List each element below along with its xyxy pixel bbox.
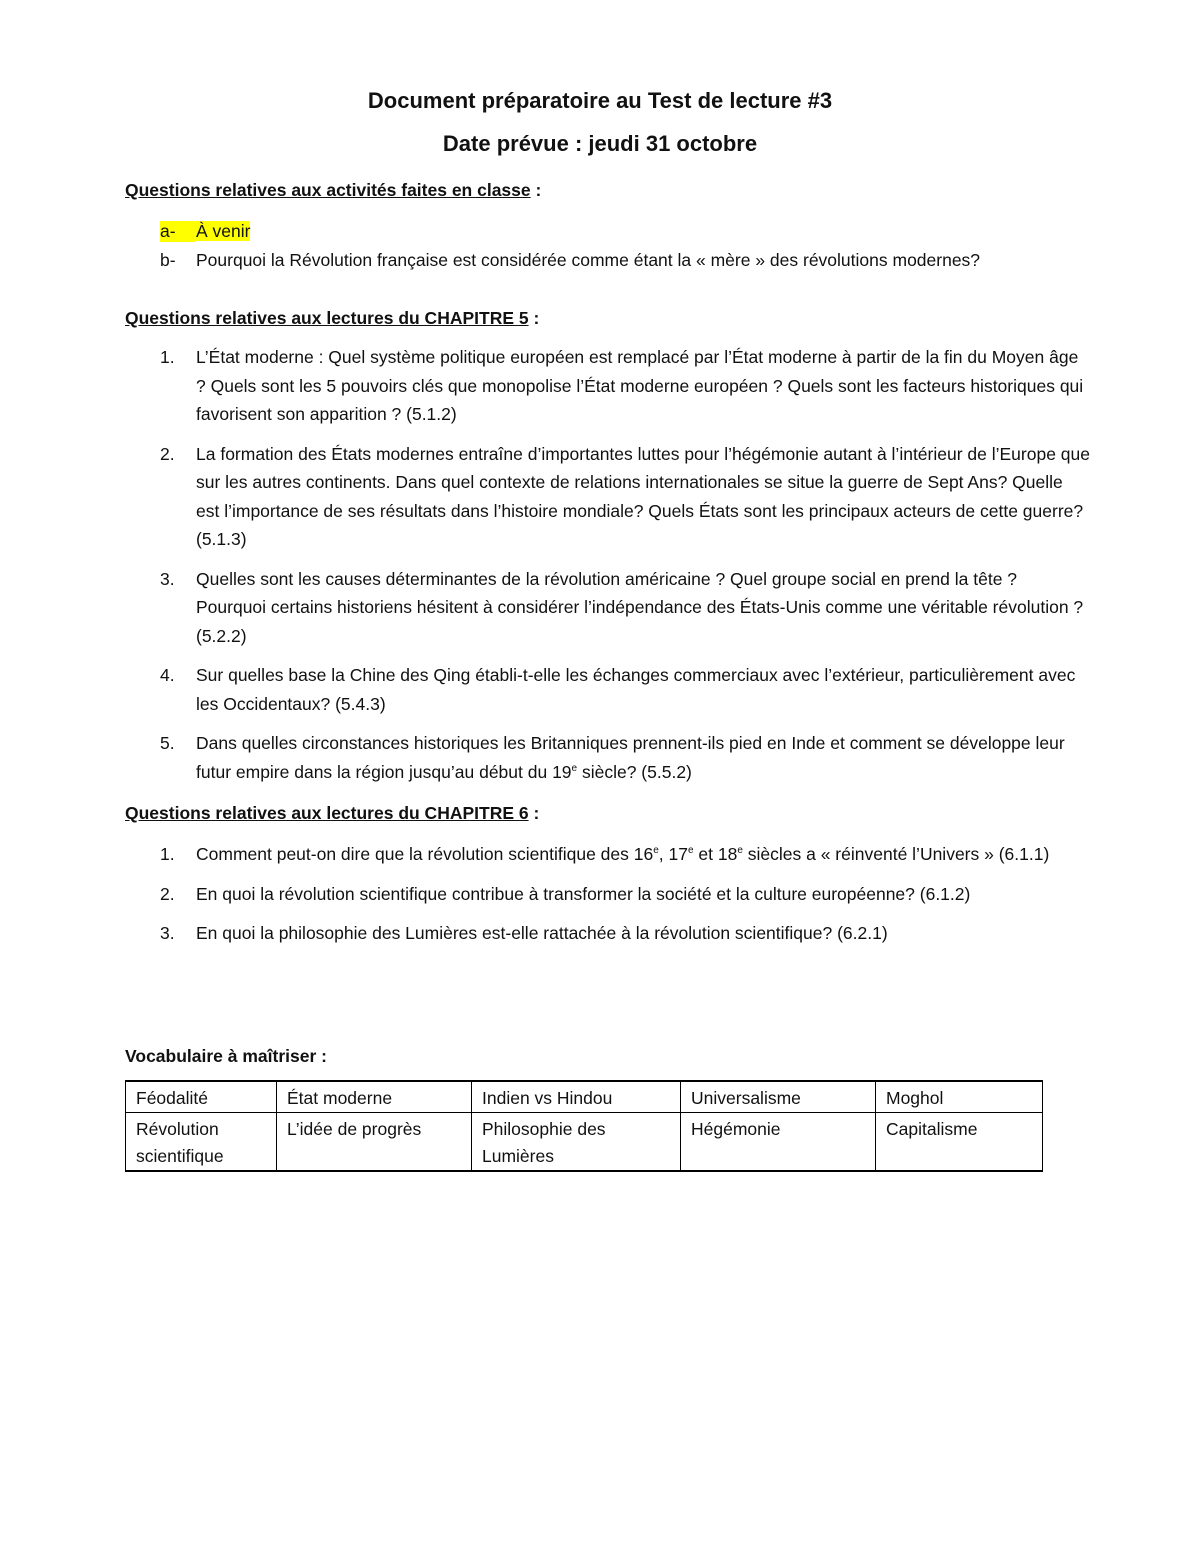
heading-suffix: : <box>530 180 542 200</box>
question-text: Sur quelles base la Chine des Qing établi-t-elle les échanges commerciaux avec l’extérieur, particulièrement avec les Occidentaux? (5.4.3) <box>196 665 1076 714</box>
question-item <box>160 661 1090 718</box>
list-item <box>160 250 980 271</box>
chapter-5-questions <box>160 343 1090 786</box>
table-cell: L’idée de progrès <box>277 1113 472 1172</box>
question-number: 3. <box>160 923 175 943</box>
question-text: Quelles sont les causes déterminantes de la révolution américaine ? Quel groupe social en prend la tête ? Pourquoi certains historiens hésitent à considérer l’indépendance des États-Unis comme une véritable révolution ? (5.2.2) <box>196 568 1084 646</box>
question-text: et 18 <box>693 844 738 864</box>
section-heading-class-activities <box>125 180 541 201</box>
heading-text: Questions relatives aux lectures du CHAPITRE 5 <box>125 308 529 328</box>
question-number: 2. <box>160 443 175 464</box>
vocabulary-heading: Vocabulaire à maîtriser : <box>125 1046 327 1066</box>
superscript: e <box>653 845 659 856</box>
superscript: e <box>687 845 694 856</box>
question-text: En quoi la philosophie des Lumières est-elle rattachée à la révolution scientifique? (6.2.1) <box>196 923 888 943</box>
table-cell: Féodalité <box>126 1081 277 1113</box>
table-cell: Hégémonie <box>681 1113 876 1172</box>
heading-text: Questions relatives aux activités faites en classe <box>125 180 531 200</box>
table-cell: Universalisme <box>681 1081 876 1113</box>
vocabulary-table <box>125 1080 1043 1172</box>
superscript: e <box>571 762 578 774</box>
question-item <box>160 565 1090 651</box>
question-text: siècle? (5.5.2) <box>577 761 692 782</box>
question-text: L’État moderne : Quel système politique européen est remplacé par l’État moderne à partir de la fin du Moyen âge ? Quels sont les 5 pouvoirs clés que monopolise l’État moderne européen ? Quels sont les facteurs historiques qui favorisent son apparition ? (5.1.2) <box>196 347 1084 424</box>
table-row <box>126 1113 1043 1172</box>
question-text: En quoi la révolution scientifique contribue à transformer la société et la culture européenne? (6.1.2) <box>196 883 971 904</box>
due-date: Date prévue : jeudi 31 octobre <box>442 131 758 156</box>
chapter-6-questions <box>160 840 1090 948</box>
item-marker: a- <box>160 221 196 242</box>
item-text: Pourquoi la Révolution française est considérée comme étant la « mère » des révolutions modernes? <box>196 250 981 270</box>
question-item <box>160 343 1090 429</box>
superscript: e <box>737 845 743 856</box>
question-number: 1. <box>160 347 175 367</box>
question-text: siècles a « réinventé l’Univers » (6.1.1) <box>742 844 1050 864</box>
question-number: 1. <box>160 844 175 864</box>
section-heading-chapter-5 <box>125 308 539 329</box>
question-number: 4. <box>160 665 175 685</box>
table-cell: Moghol <box>876 1081 1043 1113</box>
item-text: À venir <box>196 221 251 241</box>
question-number: 3. <box>160 568 175 589</box>
question-text: , 17 <box>658 844 688 864</box>
item-marker: b- <box>160 250 176 270</box>
question-item <box>160 840 1090 869</box>
question-item <box>160 440 1090 554</box>
question-number: 2. <box>160 883 175 904</box>
heading-text: Questions relatives aux lectures du CHAPITRE 6 <box>125 803 529 823</box>
question-text: Dans quelles circonstances historiques les Britanniques prennent-ils pied en Inde et comment se développe leur futur empire dans la région jusqu’au début du 19 <box>196 733 1065 782</box>
question-text: Comment peut-on dire que la révolution scientifique des 16 <box>196 844 654 864</box>
heading-suffix: : <box>528 803 540 823</box>
table-cell: État moderne <box>277 1081 472 1113</box>
heading-suffix: : <box>528 308 540 328</box>
table-cell: Indien vs Hindou <box>472 1081 681 1113</box>
document-title: Document préparatoire au Test de lecture #3 <box>367 88 833 113</box>
table-row <box>126 1081 1043 1113</box>
question-item <box>160 729 1090 786</box>
section-heading-chapter-6 <box>125 803 539 824</box>
question-text: La formation des États modernes entraîne d’importantes luttes pour l’hégémonie autant à l’intérieur de l’Europe que sur les autres continents. Dans quel contexte de relations internationales se situe la guerre de Sept Ans? Quelle est l’importance de ses résultats dans l’histoire mondiale? Quels États sont les principaux acteurs de cette guerre? (5.1.3) <box>196 443 1091 549</box>
table-cell: Révolution scientifique <box>126 1113 277 1172</box>
question-number: 5. <box>160 733 175 753</box>
table-cell: Capitalisme <box>876 1113 1043 1172</box>
question-item <box>160 919 1090 948</box>
question-item <box>160 880 1090 909</box>
list-item <box>160 221 250 242</box>
table-cell: Philosophie des Lumières <box>472 1113 681 1172</box>
